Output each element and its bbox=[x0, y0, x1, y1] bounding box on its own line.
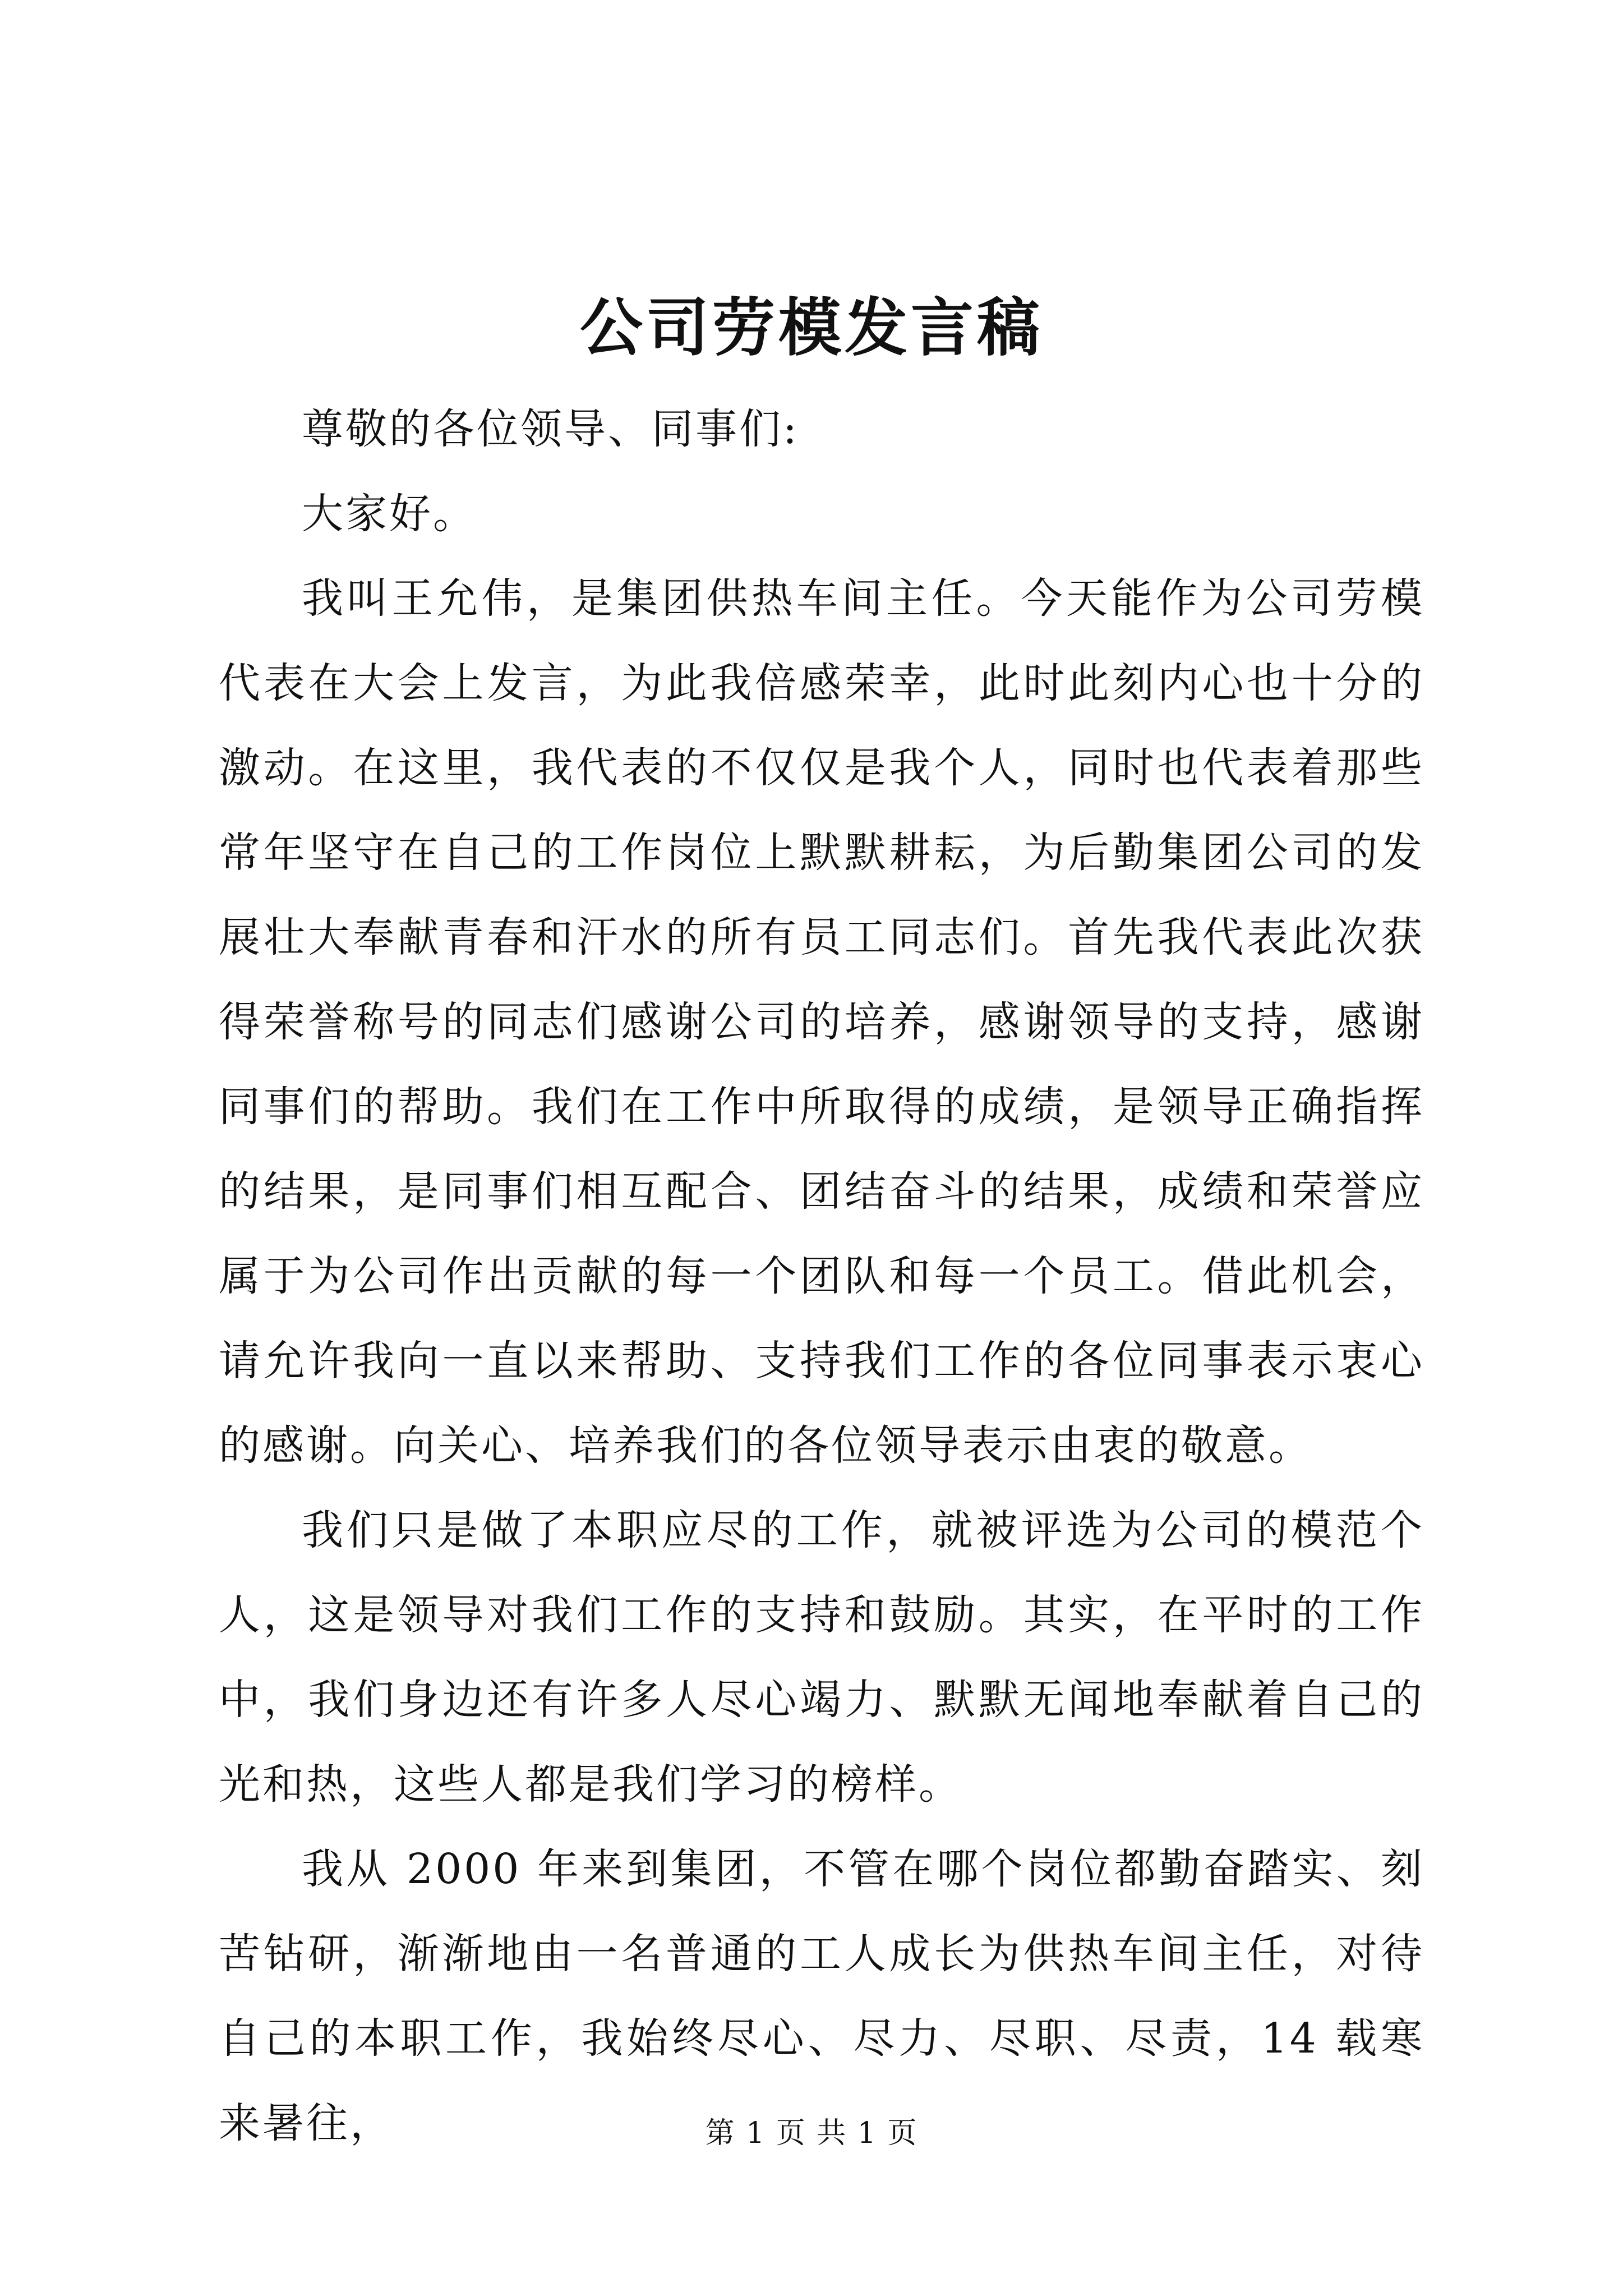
page-number-footer: 第 1 页 共 1 页 bbox=[705, 2116, 918, 2150]
paragraph-career: 我从 2000 年来到集团，不管在哪个岗位都勤奋踏实、刻苦钻研，渐渐地由一名普通的工人成长为供热车间主任，对待自己的本职工作，我始终尽心、尽力、尽职、尽责，14 载寒来暑往， bbox=[219, 1845, 1424, 2147]
document-title: 公司劳模发言稿 bbox=[580, 291, 1043, 365]
paragraph-role-models: 我们只是做了本职应尽的工作，就被评选为公司的模范个人，这是领导对我们工作的支持和鼓励。其实，在平时的工作中，我们身边还有许多人尽心竭力、默默无闻地奉献着自己的光和热，这些人都是我们学习的榜样。 bbox=[219, 1506, 1424, 1809]
paragraph-greeting: 大家好。 bbox=[302, 490, 477, 538]
paragraph-introduction: 我叫王允伟，是集团供热车间主任。今天能作为公司劳模代表在大会上发言，为此我倍感荣幸，此时此刻内心也十分的激动。在这里，我代表的不仅仅是我个人，同时也代表着那些常年坚守在自己的工作岗位上默默耕耘，为后勤集团公司的发展壮大奉献青春和汗水的所有员工同志们。首先我代表此次获得荣誉称号的同志们感谢公司的培养，感谢领导的支持，感谢同事们的帮助。我们在工作中所取得的成绩，是领导正确指挥的结果，是同事们相互配合、团结奋斗的结果，成绩和荣誉应属于为公司作出贡献的每一个团队和每一个员工。借此机会，请允许我向一直以来帮助、支持我们工作的各位同事表示衷心的感谢。向关心、培养我们的各位领导表示由衷的敬意。 bbox=[219, 574, 1424, 1470]
document-body bbox=[219, 387, 1424, 2166]
paragraph-salutation: 尊敬的各位领导、同事们: bbox=[302, 405, 799, 453]
